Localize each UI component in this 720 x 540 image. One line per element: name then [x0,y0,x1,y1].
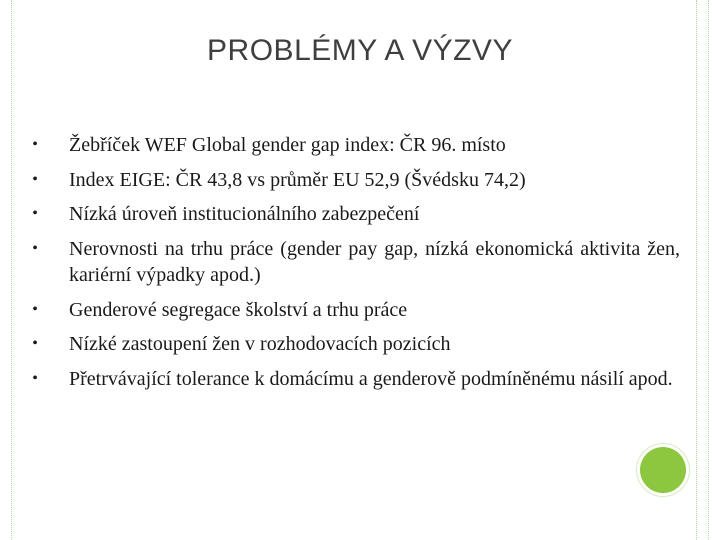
bullet-list [30,132,680,401]
bullet-text: Genderové segregace školství a trhu práce [69,298,408,321]
bullet-dot-icon: • [32,136,38,153]
bullet-item [30,331,680,357]
bullet-item [30,236,680,288]
bullet-dot-icon: • [32,205,38,223]
bullet-text: Index EIGE: ČR 43,8 vs průměr EU 52,9 (Švédsku 74,2) [69,168,526,191]
bullet-item [30,297,680,323]
green-circle-decoration [640,447,686,493]
bullet-dot-icon: • [32,335,38,353]
bullet-text: Žebříček WEF Global gender gap index: ČR 96. místo [69,134,506,156]
bullet-item [30,132,680,158]
bullet-text: Nerovnosti na trhu práce (gender pay gap, nízká ekonomická aktivita žen, kariérní výpadky apod.) [69,238,680,287]
bullet-text: Nízká úroveň institucionálního zabezpečení [69,203,420,226]
right-frame-line-outer [708,0,709,540]
bullet-dot-icon: • [32,170,38,188]
bullet-item [30,366,680,392]
right-frame-line-inner [696,0,697,540]
left-frame-line [11,0,12,540]
slide-title: PROBLÉMY A VÝZVY [207,34,513,67]
bullet-dot-icon: • [32,240,38,258]
bullet-text: Nízké zastoupení žen v rozhodovacích pozicích [69,333,451,356]
bullet-item [30,201,680,227]
bullet-dot-icon: • [32,300,38,318]
bullet-dot-icon: • [32,370,38,388]
bullet-item [30,167,680,193]
bullet-text: Přetrvávající tolerance k domácímu a genderově podmíněnému násilí apod. [69,368,673,391]
